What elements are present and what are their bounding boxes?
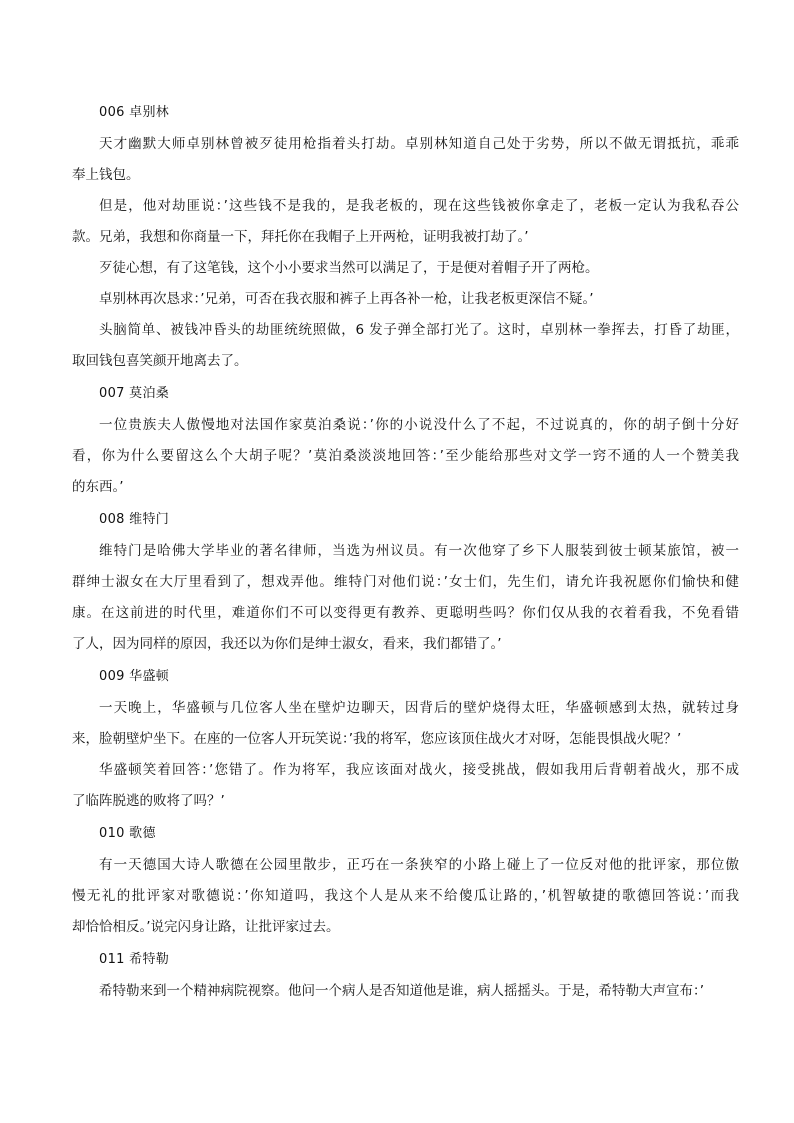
text-line: 天才幽默大师卓别林曾被歹徒用枪指着头打劫。卓别林知道自己处于劣势，所以不做无谓抵抗，乖乖 [99, 136, 739, 152]
paragraph [72, 850, 739, 943]
text-line: 希特勒来到一个精神病院视察。他问一个病人是否知道他是谁，病人摇摇头。于是，希特勒大声宣布：’ [99, 983, 705, 999]
text-line: 康。在这前进的时代里，难道你们不可以变得更有教养、更聪明些吗？你们仅从我的衣着看我，不免看错 [72, 605, 739, 621]
text-line: 慢无礼的批评家对歌德说：’你知道吗，我这个人是从来不给傻瓜让路的，’机智敏捷的歌德回答说：’而我 [72, 888, 739, 904]
paragraph [72, 191, 739, 253]
document-body [72, 96, 739, 1007]
section-heading: 006 卓别林 [99, 105, 170, 120]
paragraph [99, 976, 739, 1007]
text-line: 华盛顿笑着回答：’您错了。作为将军，我应该面对战火，接受挑战，假如我用后背朝着战火，那不成 [99, 762, 739, 778]
section [72, 660, 739, 817]
text-line: 了人，因为同样的原因，我还以为你们是绅士淑女，看来，我们都错了。’ [72, 636, 502, 652]
text-line: 却恰恰相反。’说完闪身让路，让批评家过去。 [72, 919, 340, 935]
section [72, 96, 739, 377]
text-line: 但是，他对劫匪说：’这些钱不是我的，是我老板的，现在这些钱被你拿走了，老板一定认为我私吞公 [99, 198, 739, 214]
text-line: 歹徒心想，有了这笔钱，这个小小要求当然可以满足了，于是便对着帽子开了两枪。 [99, 260, 599, 276]
section [72, 377, 739, 503]
text-line: 一天晚上，华盛顿与几位客人坐在壁炉边聊天，因背后的壁炉烧得太旺，华盛顿感到太热，就转过身 [99, 700, 739, 716]
paragraph [72, 315, 739, 377]
text-line: 卓别林再次恳求：’兄弟，可否在我衣服和裤子上再各补一枪，让我老板更深信不疑。’ [99, 291, 594, 307]
paragraph [72, 755, 739, 817]
section-heading: 007 莫泊桑 [99, 386, 170, 401]
text-line: 的东西。’ [72, 479, 124, 495]
text-line: 头脑简单、被钱冲昏头的劫匪统统照做，6 发子弹全部打光了。这时，卓别林一拳挥去，打昏了劫匪， [99, 322, 739, 338]
text-line: 群绅士淑女在大厅里看到了，想戏弄他。维特门对他们说：’女士们，先生们，请允许我祝愿你们愉快和健 [72, 574, 739, 590]
text-line: 来，脸朝壁炉坐下。在座的一位客人开玩笑说：’我的将军，您应该顶住战火才对呀，怎能畏惧战火呢？’ [72, 731, 682, 747]
section-heading: 009 华盛顿 [99, 669, 170, 684]
paragraph [72, 693, 739, 755]
paragraph [99, 284, 739, 315]
section-heading: 010 歌德 [99, 826, 156, 841]
section [72, 817, 739, 943]
paragraph [72, 410, 739, 503]
text-line: 维特门是哈佛大学毕业的著名律师，当选为州议员。有一次他穿了乡下人服装到彼士顿某旅馆，被一 [99, 543, 739, 559]
paragraph [72, 129, 739, 191]
text-line: 了临阵脱逃的败将了吗？’ [72, 793, 225, 809]
text-line: 有一天德国大诗人歌德在公园里散步，正巧在一条狭窄的小路上碰上了一位反对他的批评家，那位傲 [99, 857, 739, 873]
section-heading: 008 维特门 [99, 512, 170, 527]
section-heading: 011 希特勒 [99, 952, 170, 967]
text-line: 奉上钱包。 [72, 167, 140, 183]
section [72, 503, 739, 660]
paragraph [99, 253, 739, 284]
text-line: 款。兄弟，我想和你商量一下，拜托你在我帽子上开两枪，证明我被打劫了。’ [72, 229, 529, 245]
text-line: 一位贵族夫人傲慢地对法国作家莫泊桑说：’你的小说没什么了不起，不过说真的，你的胡子倒十分好 [99, 417, 739, 433]
section [99, 943, 739, 1007]
text-line: 看，你为什么要留这么个大胡子呢？’莫泊桑淡淡地回答：’至少能给那些对文学一窍不通的人一个赞美我 [72, 448, 739, 464]
paragraph [72, 536, 739, 660]
text-line: 取回钱包喜笑颜开地离去了。 [72, 353, 248, 369]
